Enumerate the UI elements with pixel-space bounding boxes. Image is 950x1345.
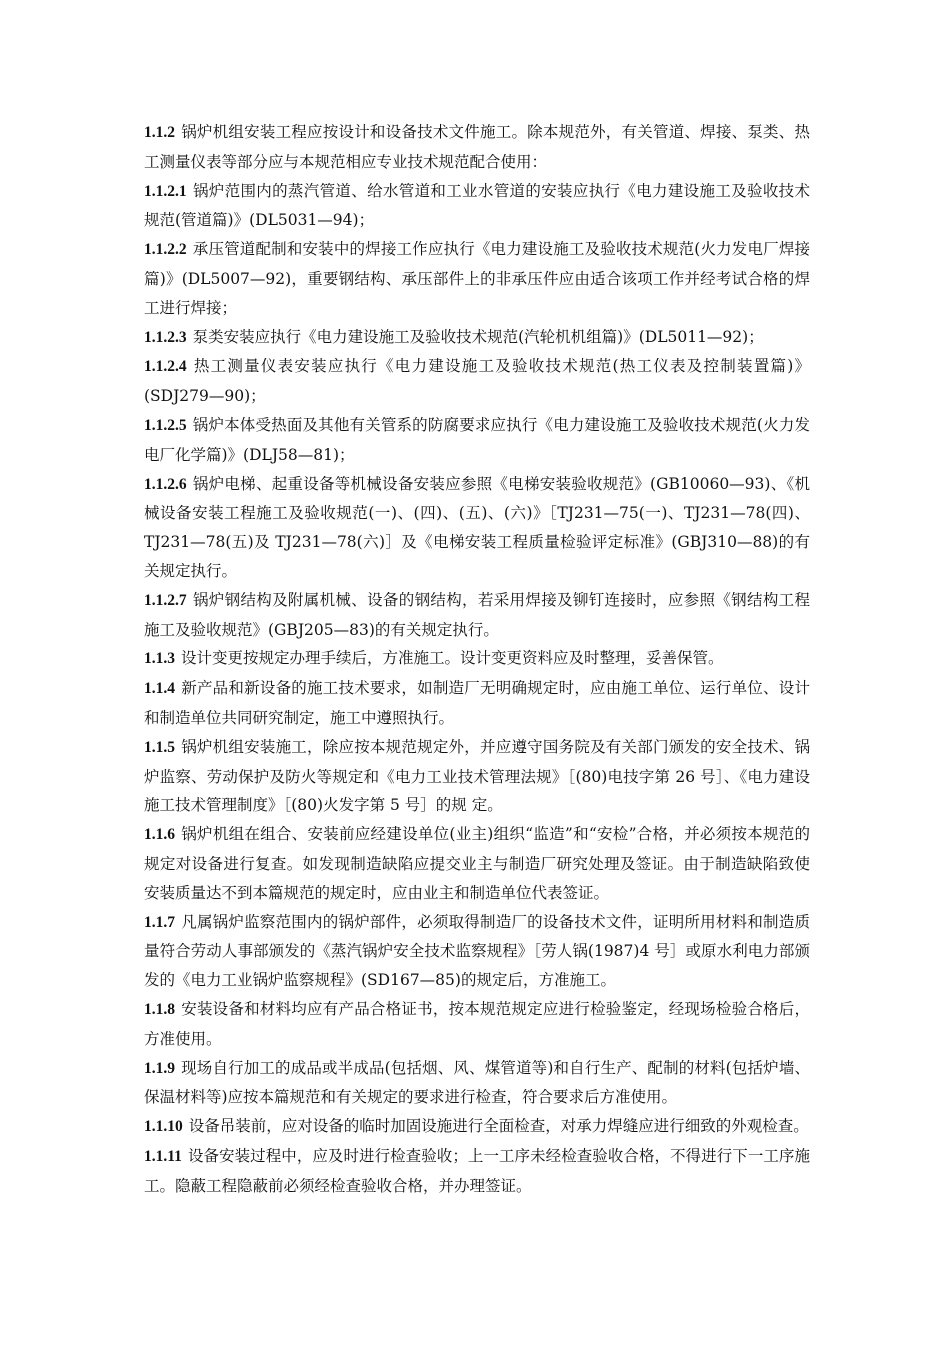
clause-number: 1.1.10 [144,1118,183,1136]
clause-number: 1.1.2.3 [144,328,187,346]
clause-number: 1.1.7 [144,913,175,931]
clause-text: 设备安装过程中，应及时进行检查验收；上一工序未经检查验收合格，不得进行下一工序施工。隐蔽工程隐蔽前必须经检查验收合格，并办理签证。 [144,1146,810,1195]
clause-1-1-4 [144,674,810,733]
clause-1-1-9 [144,1054,810,1113]
clause-number: 1.1.3 [144,650,175,668]
clause-text: 安装设备和材料均应有产品合格证书，按本规范规定应进行检验鉴定，经现场检验合格后，方准使用。 [144,999,810,1048]
clause-1-1-10 [144,1112,810,1142]
clause-1-1-2-4 [144,352,810,411]
clause-number: 1.1.2.4 [144,358,187,376]
clause-1-1-2 [144,118,810,177]
clause-text: 锅炉范围内的蒸汽管道、给水管道和工业水管道的安装应执行《电力建设施工及验收技术规范(管道篇)》(DL5031—94)； [144,181,810,230]
clause-1-1-2-1 [144,177,810,236]
clause-1-1-2-3 [144,323,810,353]
clause-text: 现场自行加工的成品或半成品(包括烟、风、煤管道等)和自行生产、配制的材料(包括炉墙、保温材料等)应按本篇规范和有关规定的要求进行检查，符合要求后方准使用。 [144,1058,810,1107]
clause-text: 新产品和新设备的施工技术要求，如制造厂无明确规定时，应由施工单位、运行单位、设计和制造单位共同研究制定，施工中遵照执行。 [144,679,810,727]
clause-text: 泵类安装应执行《电力建设施工及验收技术规范(汽轮机机组篇)》(DL5011—92)； [192,327,764,346]
clause-text: 锅炉电梯、起重设备等机械设备安装应参照《电梯安装验收规范》(GB10060—93)、《机械设备安装工程施工及验收规范(一)、(四)、(五)、(六)》［TJ231—75(一)、TJ231—78(四)、TJ231—78(五)及 TJ231—78(六)］及《电梯安装工程质量检验评定标准》(GBJ310—88)的有关规定执行。 [144,474,810,580]
clause-number: 1.1.2.1 [144,182,187,200]
clause-number: 1.1.2.7 [144,591,187,609]
clause-1-1-2-2 [144,235,810,322]
clause-1-1-2-6 [144,470,810,586]
clause-1-1-7 [144,908,810,995]
clause-1-1-2-7 [144,586,810,645]
document-body [144,118,810,1200]
clause-number: 1.1.2.5 [144,416,187,434]
clause-text: 热工测量仪表安装应执行《电力建设施工及验收技术规范(热工仪表及控制装置篇)》(SDJ279—90)； [144,357,810,406]
clause-number: 1.1.2.2 [144,241,187,259]
clause-number: 1.1.2.6 [144,475,187,493]
clause-number: 1.1.9 [144,1059,175,1077]
clause-text: 锅炉钢结构及附属机械、设备的钢结构，若采用焊接及铆钉连接时，应参照《钢结构工程施工及验收规范》(GBJ205—83)的有关规定执行。 [144,590,810,639]
clause-number: 1.1.8 [144,1000,175,1018]
clause-text: 锅炉机组安装工程应按设计和设备技术文件施工。除本规范外，有关管道、焊接、泵类、热工测量仪表等部分应与本规范相应专业技术规范配合使用： [144,123,810,171]
clause-text: 锅炉机组在组合、安装前应经建设单位(业主)组织“监造”和“安检”合格，并必须按本规范的规定对设备进行复查。如发现制造缺陷应提交业主与制造厂研究处理及签证。由于制造缺陷致使安装质量达不到本篇规范的规定时，应由业主和制造单位代表签证。 [144,825,810,902]
clause-1-1-6 [144,820,810,907]
clause-1-1-11 [144,1142,810,1201]
clause-text: 承压管道配制和安装中的焊接工作应执行《电力建设施工及验收技术规范(火力发电厂焊接篇)》(DL5007—92)，重要钢结构、承压部件上的非承压件应由适合该项工作并经考试合格的焊工进行焊接； [144,240,810,317]
clause-text: 设备吊装前，应对设备的临时加固设施进行全面检查，对承力焊缝应进行细致的外观检查。 [188,1117,809,1136]
clause-text: 锅炉机组安装施工，除应按本规范规定外，并应遵守国务院及有关部门颁发的安全技术、锅炉监察、劳动保护及防火等规定和《电力工业技术管理法规》［(80)电技字第 26 号］、《电力建设施工技术管理制度》［(80)火发字第 5 号］的规 定。 [144,737,810,815]
clause-1-1-5 [144,733,810,820]
clause-number: 1.1.6 [144,826,175,844]
clause-number: 1.1.5 [144,738,175,756]
clause-number: 1.1.4 [144,680,175,698]
clause-1-1-2-5 [144,411,810,470]
clause-1-1-8 [144,995,810,1054]
clause-text: 设计变更按规定办理手续后，方准施工。设计变更资料应及时整理，妥善保管。 [181,649,724,668]
clause-1-1-3 [144,644,810,674]
clause-number: 1.1.2 [144,124,175,141]
clause-text: 锅炉本体受热面及其他有关管系的防腐要求应执行《电力建设施工及验收技术规范(火力发电厂化学篇)》(DLJ58—81)； [144,415,810,464]
clause-text: 凡属锅炉监察范围内的锅炉部件，必须取得制造厂的设备技术文件，证明所用材料和制造质量符合劳动人事部颁发的《蒸汽锅炉安全技术监察规程》［劳人锅(1987)4 号］或原水利电力部颁发的《电力工业锅炉监察规程》(SD167—85)的规定后，方准施工。 [144,912,810,990]
clause-number: 1.1.11 [144,1147,182,1165]
